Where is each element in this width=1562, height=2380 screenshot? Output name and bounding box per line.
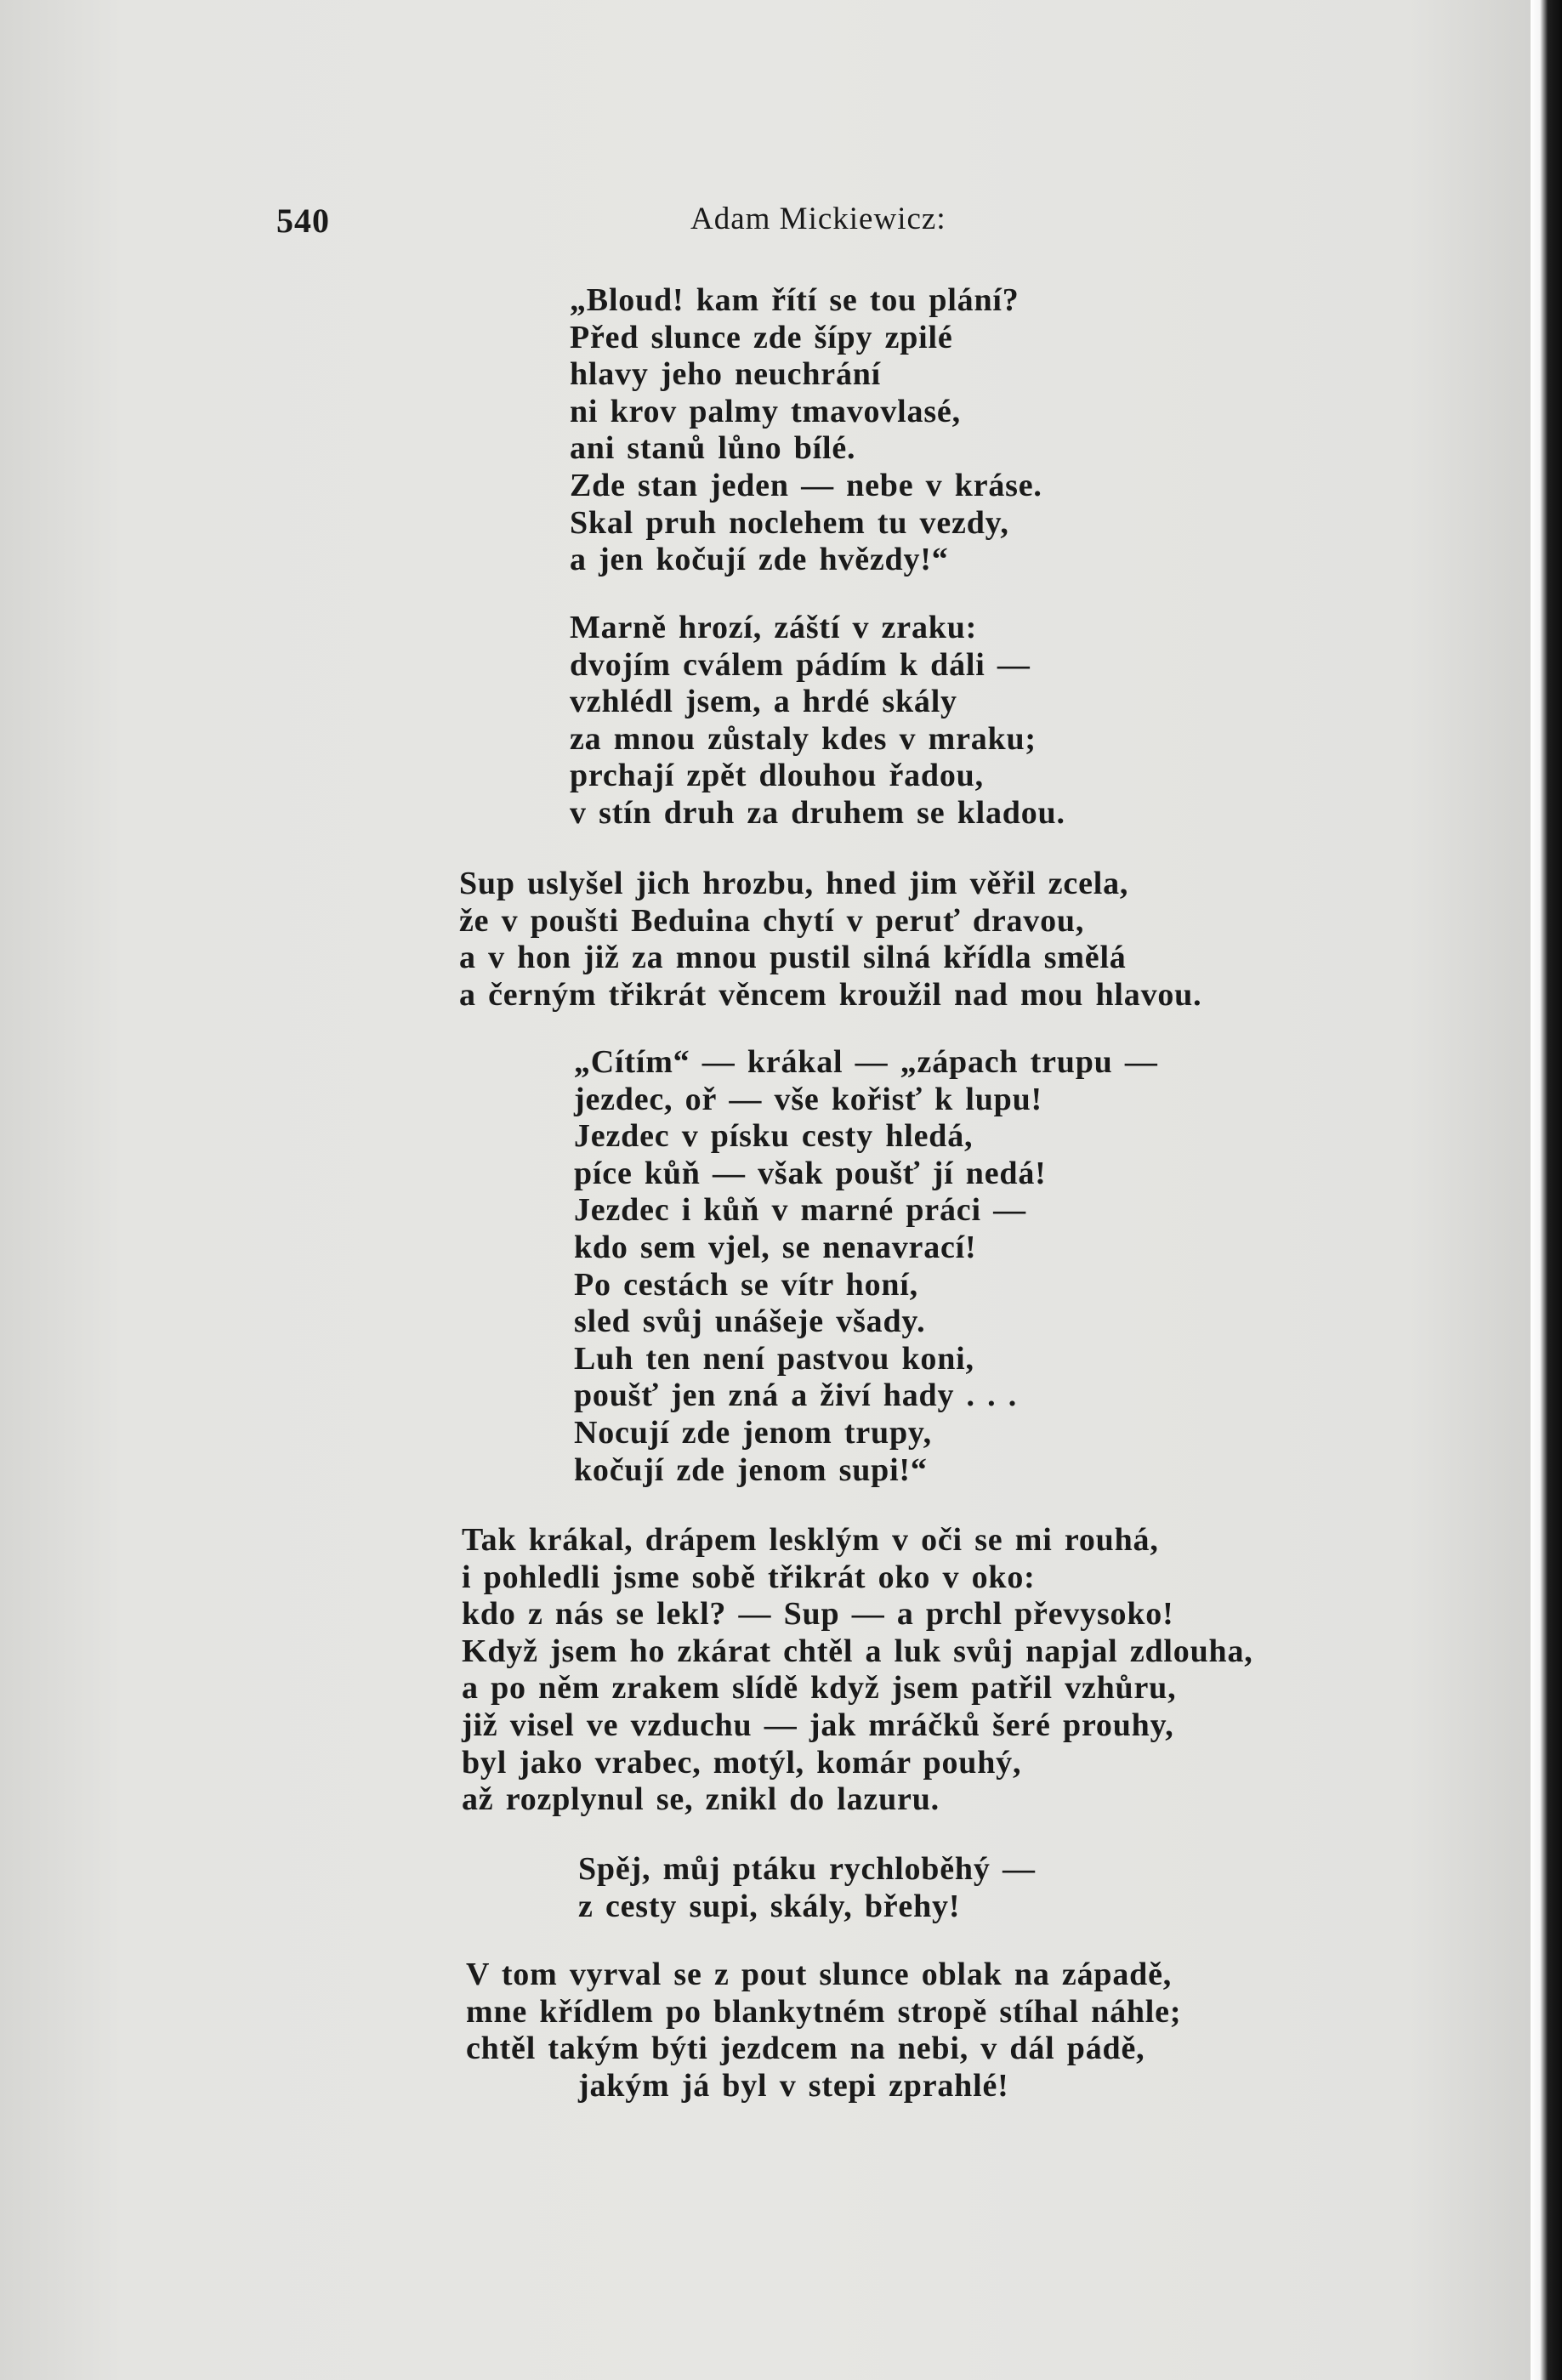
verse-line: a v hon již za mnou pustil silná křídla smělá (459, 940, 1127, 976)
verse-line: Když jsem ho zkárat chtěl a luk svůj napjal zdlouha, (462, 1633, 1253, 1669)
verse-line: i pohledli jsme sobě třikrát oko v oko: (462, 1559, 1036, 1595)
verse-line: jakým já byl v stepi zprahlé! (578, 2067, 1009, 2104)
stanza-6 (578, 1851, 1036, 1925)
verse-line: píce kůň — však poušť jí nedá! (574, 1155, 1047, 1191)
verse-line: Jezdec i kůň v marné práci — (574, 1192, 1026, 1229)
verse-line: Sup uslyšel jich hrozbu, hned jim věřil zcela, (459, 866, 1129, 901)
running-title: Adam Mickiewicz: (690, 202, 946, 236)
verse-line: jezdec, oř — vše kořisť k lupu! (574, 1081, 1042, 1117)
book-binding-edge (1531, 0, 1562, 2380)
verse-line: ni krov palmy tmavovlasé, (570, 393, 961, 429)
running-head (0, 201, 1531, 252)
verse-line: V tom vyrval se z pout slunce oblak na západě, (466, 1957, 1173, 1992)
verse-line: „Bloud! kam řítí se tou plání? (570, 282, 1020, 318)
verse-line: že v poušti Beduina chytí v peruť dravou, (459, 902, 1085, 939)
verse-line: Luh ten není pastvou koni, (574, 1340, 974, 1377)
verse-line: Spěj, můj ptáku rychloběhý — (578, 1851, 1036, 1887)
verse-line: Po cestách se vítr honí, (574, 1266, 918, 1303)
verse-line: hlavy jeho neuchrání (570, 356, 882, 393)
verse-line: a jen kočují zde hvězdy!“ (570, 542, 949, 578)
verse-line: ani stanů lůno bílé. (570, 430, 856, 467)
verse-line: Skal pruh noclehem tu vezdy, (570, 504, 1009, 541)
verse-line: Tak krákal, drápem lesklým v oči se mi rouhá, (462, 1522, 1159, 1558)
verse-line: Před slunce zde šípy zpilé (570, 319, 953, 355)
verse-line: sled svůj unášeje všady. (574, 1304, 926, 1340)
verse-line: Zde stan jeden — nebe v kráse. (570, 467, 1042, 503)
verse-line: prchají zpět dlouhou řadou, (570, 758, 984, 794)
stanza-1 (570, 282, 1042, 579)
verse-line: Marně hrozí, záští v zraku: (570, 610, 978, 645)
stanza-7 (466, 1957, 1181, 2105)
verse-line: a po něm zrakem slídě když jsem patřil vzhůru, (462, 1670, 1177, 1707)
verse-line: vzhlédl jsem, a hrdé skály (570, 684, 957, 720)
verse-line: kdo z nás se lekl? — Sup — a prchl převysoko! (462, 1596, 1174, 1633)
stanza-4 (574, 1044, 1158, 1489)
verse-line: poušť jen zná a živí hady . . . (574, 1377, 1018, 1414)
stanza-5 (462, 1522, 1253, 1819)
verse-line: za mnou zůstaly kdes v mraku; (570, 720, 1037, 757)
verse-line: až rozplynul se, znikl do lazuru. (462, 1781, 940, 1818)
verse-line: Jezdec v písku cesty hledá, (574, 1118, 974, 1155)
stanza-3 (459, 866, 1201, 1014)
verse-line: v stín druh za druhem se kladou. (570, 794, 1065, 831)
verse-line: kočují zde jenom supi!“ (574, 1451, 928, 1488)
page-number: 540 (276, 202, 330, 240)
verse-line: dvojím cválem pádím k dáli — (570, 646, 1031, 683)
verse-line: již visel ve vzduchu — jak mráčků šeré prouhy, (462, 1707, 1174, 1743)
verse-line: mne křídlem po blankytném stropě stíhal náhle; (466, 1993, 1182, 2030)
stanza-2 (570, 610, 1065, 832)
verse-line: byl jako vrabec, motýl, komár pouhý, (462, 1744, 1022, 1781)
verse-line: Nocují zde jenom trupy, (574, 1414, 932, 1451)
verse-line: chtěl takým býti jezdcem na nebi, v dál pádě, (466, 2031, 1145, 2067)
verse-line: kdo sem vjel, se nenavrací! (574, 1229, 977, 1265)
verse-line: a černým třikrát věncem kroužil nad mou hlavou. (459, 976, 1202, 1013)
verse-line: „Cítím“ — krákal — „zápach trupu — (574, 1044, 1158, 1080)
verse-line: z cesty supi, skály, břehy! (578, 1888, 961, 1924)
